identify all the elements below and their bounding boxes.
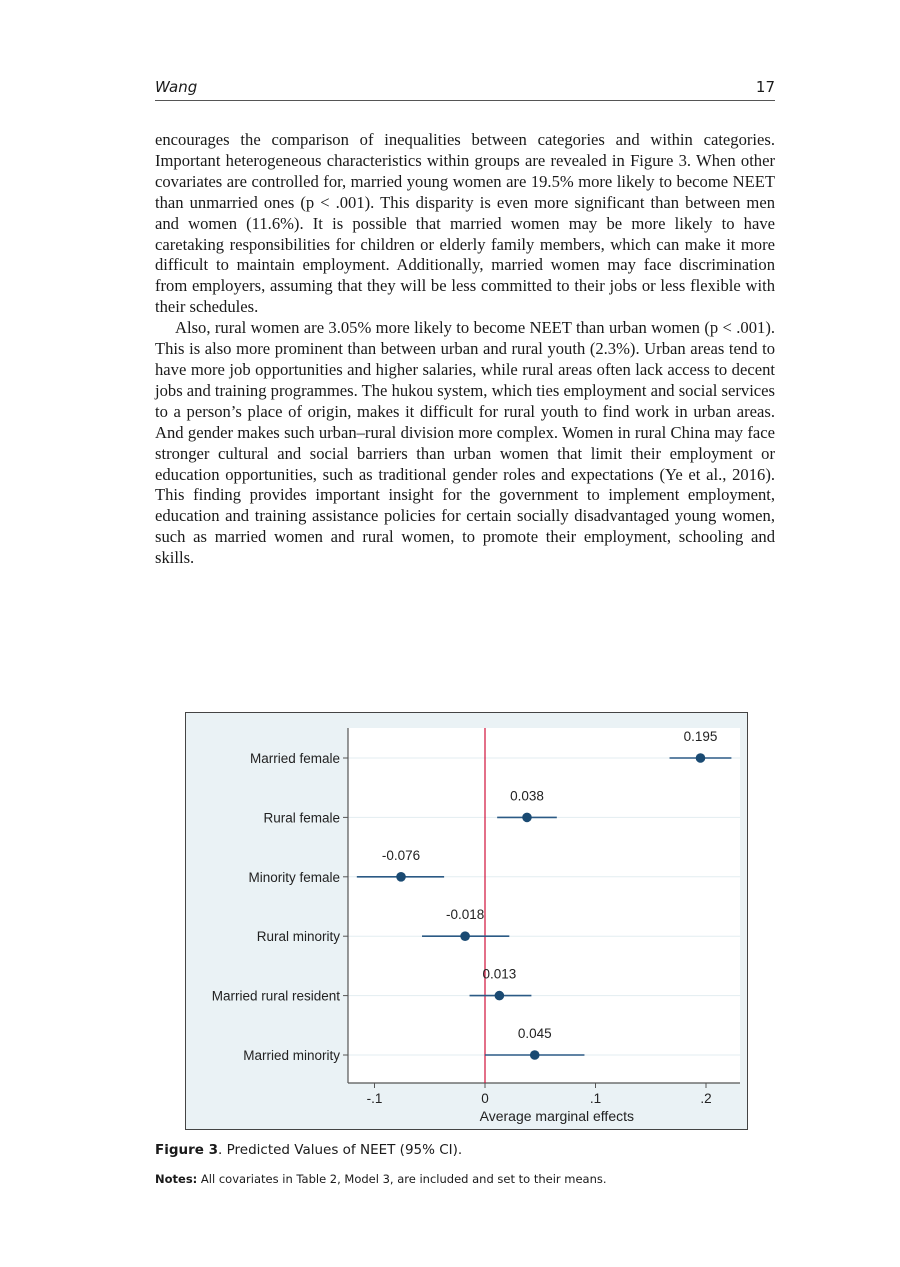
value-label: 0.045 xyxy=(517,1026,552,1041)
x-tick-label: .2 xyxy=(700,1091,712,1106)
paragraph-1: encourages the comparison of inequalities between categories and within categories. Important heterogeneous characteristics within groups are revealed in Figure 3. When other covariates are controlled for, married young women are 19.5% more likely to become NEET than unmarried ones (p < .001). This disparity is even more significant than between men and women (11.6%). It is possible that married women may be more likely to have caretaking responsibilities for children or elderly family members, which can make it more difficult to maintain employment. Additionally, married women may face discrimination from employers, assuming that they will be less committed to their jobs or less flexible with their schedules. xyxy=(155,130,775,317)
x-tick-label: .1 xyxy=(589,1091,602,1106)
value-label: -0.076 xyxy=(381,847,421,863)
point-estimate-marker xyxy=(530,1050,540,1060)
x-tick-label: -.1 xyxy=(366,1091,383,1106)
point-estimate-marker xyxy=(460,931,470,941)
y-tick-label: Minority female xyxy=(248,869,340,885)
y-tick-label: Married female xyxy=(249,751,340,766)
point-estimate-marker xyxy=(396,872,406,882)
figure-3-coefficient-plot xyxy=(185,712,748,1130)
figure-caption-text: . Predicted Values of NEET (95% CI). xyxy=(218,1142,463,1158)
figure-caption-label: Figure 3 xyxy=(155,1142,219,1158)
paragraph-2: Also, rural women are 3.05% more likely to become NEET than urban women (p < .001). This is also more prominent than between urban and rural youth (2.3%). Urban areas tend to have more job opportunities and higher salaries, while rural areas often lack access to decent jobs and training programmes. The hukou system, which ties employment and social services to a person’s place of origin, makes it difficult for rural youth to find work in urban areas. And gender makes such urban–rural division more complex. Women in rural China may face stronger cultural and social barriers than urban women that limit their employment or education opportunities, such as traditional gender roles and expectations (Ye et al., 2016). This finding provides important insight for the government to implement employment, education and training assistance policies for certain socially disadvantaged young women, such as married women and rural women, to promote their employment, schooling and skills. xyxy=(155,318,775,568)
page-number: 17 xyxy=(755,78,775,96)
figure-caption xyxy=(155,1142,462,1158)
y-tick-label: Rural minority xyxy=(256,929,340,945)
running-head xyxy=(155,78,775,101)
value-label: 0.013 xyxy=(482,966,517,982)
point-estimate-marker xyxy=(522,813,532,823)
body-text xyxy=(155,130,775,569)
chart-svg xyxy=(185,712,748,1130)
x-tick-label: 0 xyxy=(481,1091,489,1106)
x-axis-title: Average marginal effects xyxy=(479,1108,635,1124)
point-estimate-marker xyxy=(495,991,505,1001)
running-head-author: Wang xyxy=(155,78,198,96)
figure-notes-label: Notes: xyxy=(155,1172,198,1186)
figure-notes xyxy=(155,1172,607,1186)
y-tick-label: Married rural resident xyxy=(211,988,340,1004)
value-label: -0.018 xyxy=(445,907,485,923)
y-tick-label: Rural female xyxy=(263,810,340,826)
y-tick-label: Married minority xyxy=(243,1048,340,1063)
figure-notes-text: All covariates in Table 2, Model 3, are included and set to their means. xyxy=(197,1172,607,1186)
value-label: 0.195 xyxy=(683,729,718,744)
point-estimate-marker xyxy=(696,753,706,763)
value-label: 0.038 xyxy=(510,788,544,804)
